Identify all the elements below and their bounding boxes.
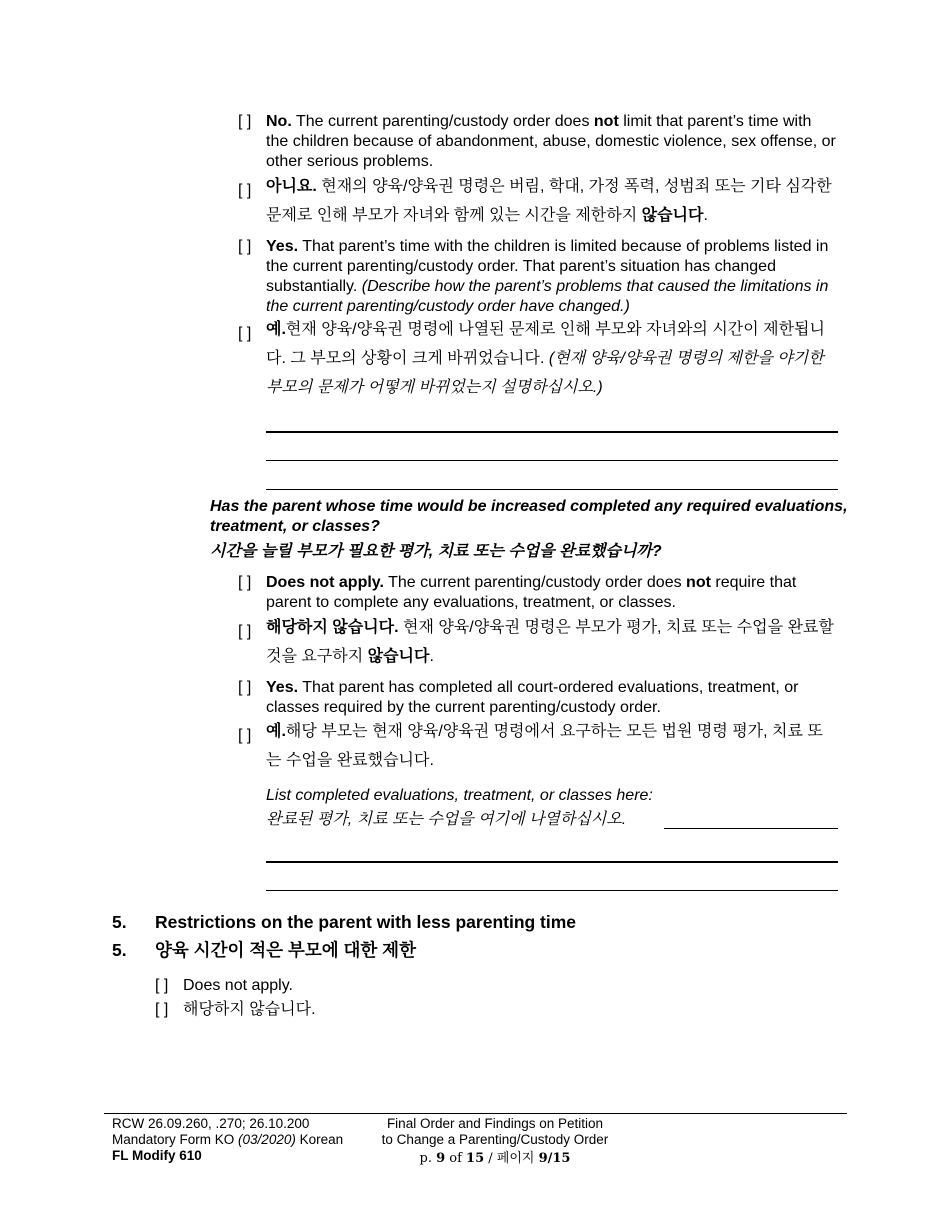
option-text: 아니요. 현재의 양육/양육권 명령은 버림, 학대, 가정 폭력, 성범죄 또는 기타 심각한 문제로 인해 부모가 자녀와 함께 있는 시간을 제한하지 않습니다.: [266, 178, 832, 224]
footer-form-id: FL Modify 610: [112, 1148, 202, 1163]
checkbox[interactable]: [ ]: [155, 1001, 169, 1018]
footer-statute: RCW 26.09.260, .270; 26.10.200: [112, 1116, 310, 1131]
answer-line[interactable]: [664, 828, 838, 829]
list-label-ko: 완료된 평가, 치료 또는 수업을 여기에 나열하십시오.: [266, 811, 627, 828]
section-title-en: Restrictions on the parent with less parenting time: [155, 912, 577, 932]
answer-line[interactable]: [266, 460, 838, 461]
section-title-ko: 양육 시간이 적은 부모에 대한 제한: [155, 940, 416, 960]
checkbox[interactable]: [ ]: [238, 238, 252, 255]
option-text: 해당하지 않습니다.: [183, 1001, 316, 1018]
section-number: 5.: [112, 912, 127, 932]
question-en: Has the parent whose time would be increased completed any required evaluations, treatment, or classes?: [210, 498, 848, 535]
checkbox[interactable]: [ ]: [238, 574, 252, 591]
footer-title-2: to Change a Parenting/Custody Order: [381, 1132, 609, 1147]
checkbox[interactable]: [ ]: [238, 727, 252, 744]
option-text: 해당하지 않습니다. 현재 양육/양육권 명령은 부모가 평가, 치료 또는 수업을 완료할 것을 요구하지 않습니다.: [266, 619, 834, 665]
answer-line[interactable]: [266, 489, 838, 490]
option-text: Yes. That parent has completed all court-ordered evaluations, treatment, or classes required by the current parenting/custody order.: [266, 679, 799, 716]
option-text: Does not apply. The current parenting/custody order does not require that parent to complete any evaluations, treatment, or classes.: [266, 574, 797, 611]
option-text: No. The current parenting/custody order does not limit that parent’s time with the children because of abandonment, abuse, domestic violence, sex offense, or other serious problems.: [266, 113, 836, 170]
footer-divider: [104, 1113, 847, 1114]
footer-form: Mandatory Form KO (03/2020) Korean: [112, 1132, 344, 1147]
option-text: Does not apply.: [183, 977, 293, 994]
checkbox[interactable]: [ ]: [238, 679, 252, 696]
answer-line[interactable]: [266, 861, 838, 863]
footer-title-1: Final Order and Findings on Petition: [386, 1116, 604, 1131]
checkbox[interactable]: [ ]: [238, 113, 252, 130]
option-text: 예.현재 양육/양육권 명령에 나열된 문제로 인해 부모와 자녀와의 시간이 제한됩니다. 그 부모의 상황이 크게 바뀌었습니다. (현재 양육/양육권 명령의 제한을 야기한 부모의 문제가 어떻게 바뀌었는지 설명하십시오.): [266, 321, 825, 396]
section-number: 5.: [112, 940, 127, 960]
page-number: p. 9 of 15 / 페이지 9/15: [419, 1151, 571, 1166]
answer-line[interactable]: [266, 431, 838, 433]
checkbox[interactable]: [ ]: [238, 623, 252, 640]
checkbox[interactable]: [ ]: [238, 182, 252, 199]
option-text: Yes. That parent’s time with the children is limited because of problems listed in the current parenting/custody order. That parent’s situation has changed substantially. (Describe how the parent’s problems that caused the limitations in the current parenting/custody order have changed.): [266, 238, 829, 315]
checkbox[interactable]: [ ]: [155, 977, 169, 994]
option-text: 예.해당 부모는 현재 양육/양육권 명령에서 요구하는 모든 법원 명령 평가, 치료 또는 수업을 완료했습니다.: [266, 723, 823, 769]
question-ko: 시간을 늘릴 부모가 필요한 평가, 치료 또는 수업을 완료했습니까?: [210, 543, 662, 560]
footer-left: [112, 1116, 343, 1164]
answer-line[interactable]: [266, 890, 838, 891]
footer-center: [370, 1116, 620, 1167]
list-label-en: List completed evaluations, treatment, or classes here:: [266, 787, 653, 804]
checkbox[interactable]: [ ]: [238, 325, 252, 342]
